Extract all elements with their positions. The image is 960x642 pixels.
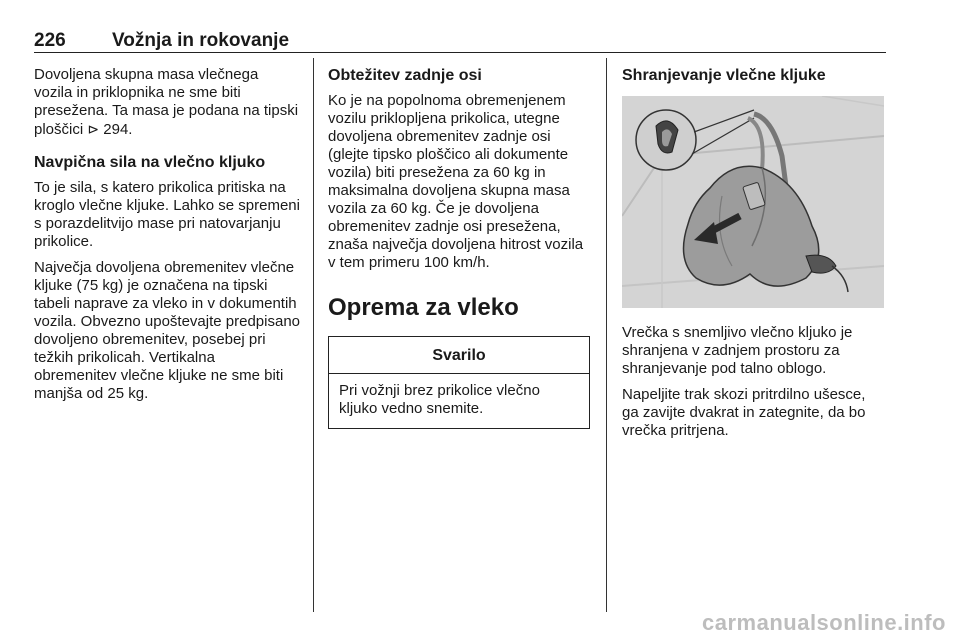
- paragraph-storage-location: Vrečka s snemljivo vlečno kljuko je shranjena v zadnjem prostoru za shranjevanje pod talno oblogo.: [622, 324, 853, 377]
- column-2: [328, 66, 592, 429]
- tow-bag-illustration: [622, 96, 884, 308]
- section-heading-rear-axle: Obtežitev zadnje osi: [328, 67, 482, 84]
- intro-paragraph: Dovoljena skupna masa vlečnega vozila in priklopnika ne sme biti presežena. Ta masa je podana na tipski ploščici ⊳ 294.: [34, 66, 299, 138]
- column-3: [622, 66, 886, 448]
- header-divider: [34, 52, 886, 53]
- page-reference-link[interactable]: 294.: [103, 121, 133, 138]
- page-header: [34, 30, 886, 54]
- page-number: 226: [34, 30, 66, 51]
- warning-box: [328, 336, 590, 429]
- column-divider-2: [606, 58, 607, 612]
- section-heading-vertical-load: Navpična sila na vlečno kljuko: [34, 154, 266, 171]
- paragraph-strap-instructions: Napeljite trak skozi pritrdilno ušesce, ga zavijte dvakrat in zategnite, da bo vrečka pritrjena.: [622, 386, 866, 439]
- watermark: carmanualsonline.info: [702, 610, 946, 635]
- paragraph-max-load: Največja dovoljena obremenitev vlečne kljuke (75 kg) je označena na tipski tabeli naprave za vleko in v dokumentih vozila. Obvezno upoštevajte predpisano dovoljeno obremenitev, posebej pri težkih prikolicah. Vertikalna obremenitev vlečne kljuke ne sme biti manjša od 25 kg.: [34, 259, 301, 402]
- section-heading-storage: Shranjevanje vlečne kljuke: [622, 67, 826, 84]
- column-divider-1: [313, 58, 314, 612]
- paragraph-vertical-load-definition: To je sila, s katero prikolica pritiska na kroglo vlečne kljuke. Lahko se spremeni s porazdelitvijo mase pri natovarjanju prikolice.: [34, 179, 300, 250]
- column-1: [34, 66, 300, 411]
- page-reference-icon: ⊳: [87, 121, 100, 137]
- chapter-title: Vožnja in rokovanje: [112, 30, 290, 51]
- section-title-towing-equipment: Oprema za vleko: [328, 294, 519, 321]
- paragraph-rear-axle: Ko je na popolnoma obremenjenem vozilu priklopljena prikolica, utegne dovoljena obremenitev zadnje osi (glejte tipsko ploščico ali dokumente vozila) biti presežena za 60 kg in maksimalna dovoljena skupna masa vozila za 60 kg. Če je dovoljena obremenitev zadnje osi presežena, znaša največja dovoljena hitrost vozila v tem primeru 100 km/h.: [328, 92, 584, 271]
- warning-title: Svarilo: [329, 337, 589, 374]
- tow-bag-drawing: [622, 96, 884, 308]
- warning-text: Pri vožnji brez prikolice vlečno kljuko vedno snemite.: [339, 382, 540, 417]
